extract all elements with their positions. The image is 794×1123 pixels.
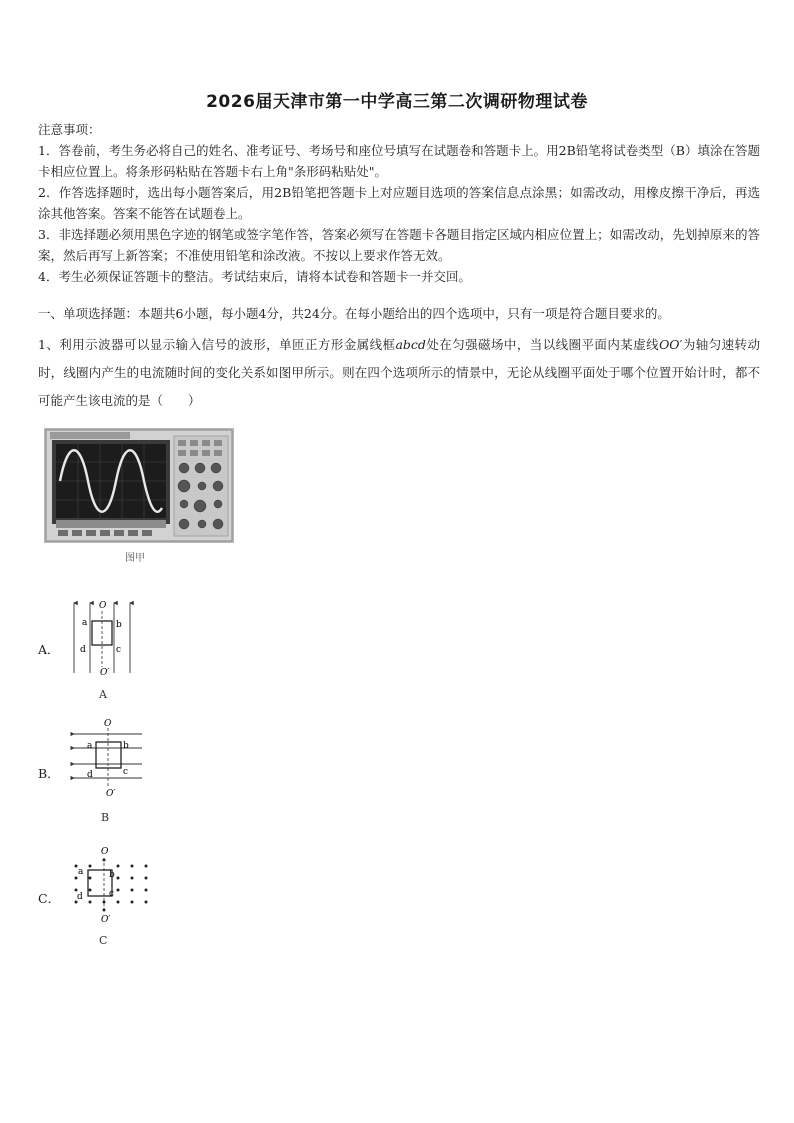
option-a-diagram — [60, 597, 140, 677]
option-b-diagram — [66, 716, 146, 798]
option-c-label: C． — [38, 891, 61, 906]
label-o-prime: O′ — [106, 789, 116, 798]
coil-name: abcd — [395, 337, 426, 352]
label-a: a — [87, 741, 93, 751]
label-o-prime: O′ — [100, 668, 110, 677]
label-d: d — [80, 645, 86, 655]
figure-caption: 图甲 — [125, 553, 145, 564]
notice-list — [38, 140, 760, 287]
label-o-prime: O′ — [101, 915, 111, 924]
notice-item: 4．考生必须保证答题卡的整洁。考试结束后，请将本试卷和答题卡一并交回。 — [38, 269, 471, 284]
question-text: 处在匀强磁场中，当以线圈平面内某虚线 — [425, 337, 660, 352]
label-o: O — [99, 601, 107, 611]
notice-item: 3．非选择题必须用黑色字迹的钢笔或签字笔作答，答案必须写在答题卡各题目指定区域内相应位置上；如需改动，先划掉原来的答案，然后再写上新答案；不准使用铅笔和涂改液。不按以上要求作答无效。 — [38, 227, 760, 263]
label-a: a — [82, 618, 88, 628]
section-heading: 一、单项选择题：本题共6小题，每小题4分，共24分。在每小题给出的四个选项中，只有一项是符合题目要求的。 — [38, 306, 670, 321]
question-text: 为轴匀速转动时，线圈内产生的电流随时间的变化关系如图甲所示。则在四个选项所示的情景中，无论从线圈平面处于哪个位置开始计时，都不可能产生该电流的是（ ） — [38, 337, 760, 408]
label-o: O — [104, 719, 112, 729]
option-b-caption: B — [101, 811, 110, 824]
notice-item: 1．答卷前，考生务必将自己的姓名、准考证号、考场号和座位号填写在试题卷和答题卡上。用2B铅笔将试卷类型（B）填涂在答题卡相应位置上。将条形码粘贴在答题卡右上角"条形码粘贴处"。 — [38, 143, 760, 179]
question-1 — [38, 331, 760, 415]
label-d: d — [87, 770, 93, 780]
notice-heading: 注意事项： — [38, 122, 101, 137]
label-b: b — [109, 870, 115, 880]
label-b: b — [123, 741, 129, 751]
label-b: b — [116, 620, 122, 630]
label-o: O — [101, 847, 109, 857]
label-d: d — [77, 892, 83, 902]
notice-item: 2．作答选择题时，选出每小题答案后，用2B铅笔把答题卡上对应题目选项的答案信息点涂黑；如需改动，用橡皮擦干净后，再选涂其他答案。答案不能答在试题卷上。 — [38, 185, 760, 221]
question-text: 1、利用示波器可以显示输入信号的波形，单匝正方形金属线框 — [38, 337, 396, 352]
axis-name: OO′ — [659, 337, 683, 352]
option-c-diagram — [66, 844, 152, 924]
page-title: 2026届天津市第一中学高三第二次调研物理试卷 — [206, 92, 588, 112]
option-a-caption: A — [99, 688, 107, 701]
label-c: c — [123, 767, 129, 777]
option-a-label: A． — [38, 642, 60, 657]
option-b-label: B． — [38, 766, 60, 781]
label-a: a — [78, 867, 84, 877]
oscilloscope-photo — [44, 428, 234, 543]
label-c: c — [109, 889, 115, 899]
option-c-caption: C — [99, 934, 108, 947]
label-c: c — [116, 645, 122, 655]
